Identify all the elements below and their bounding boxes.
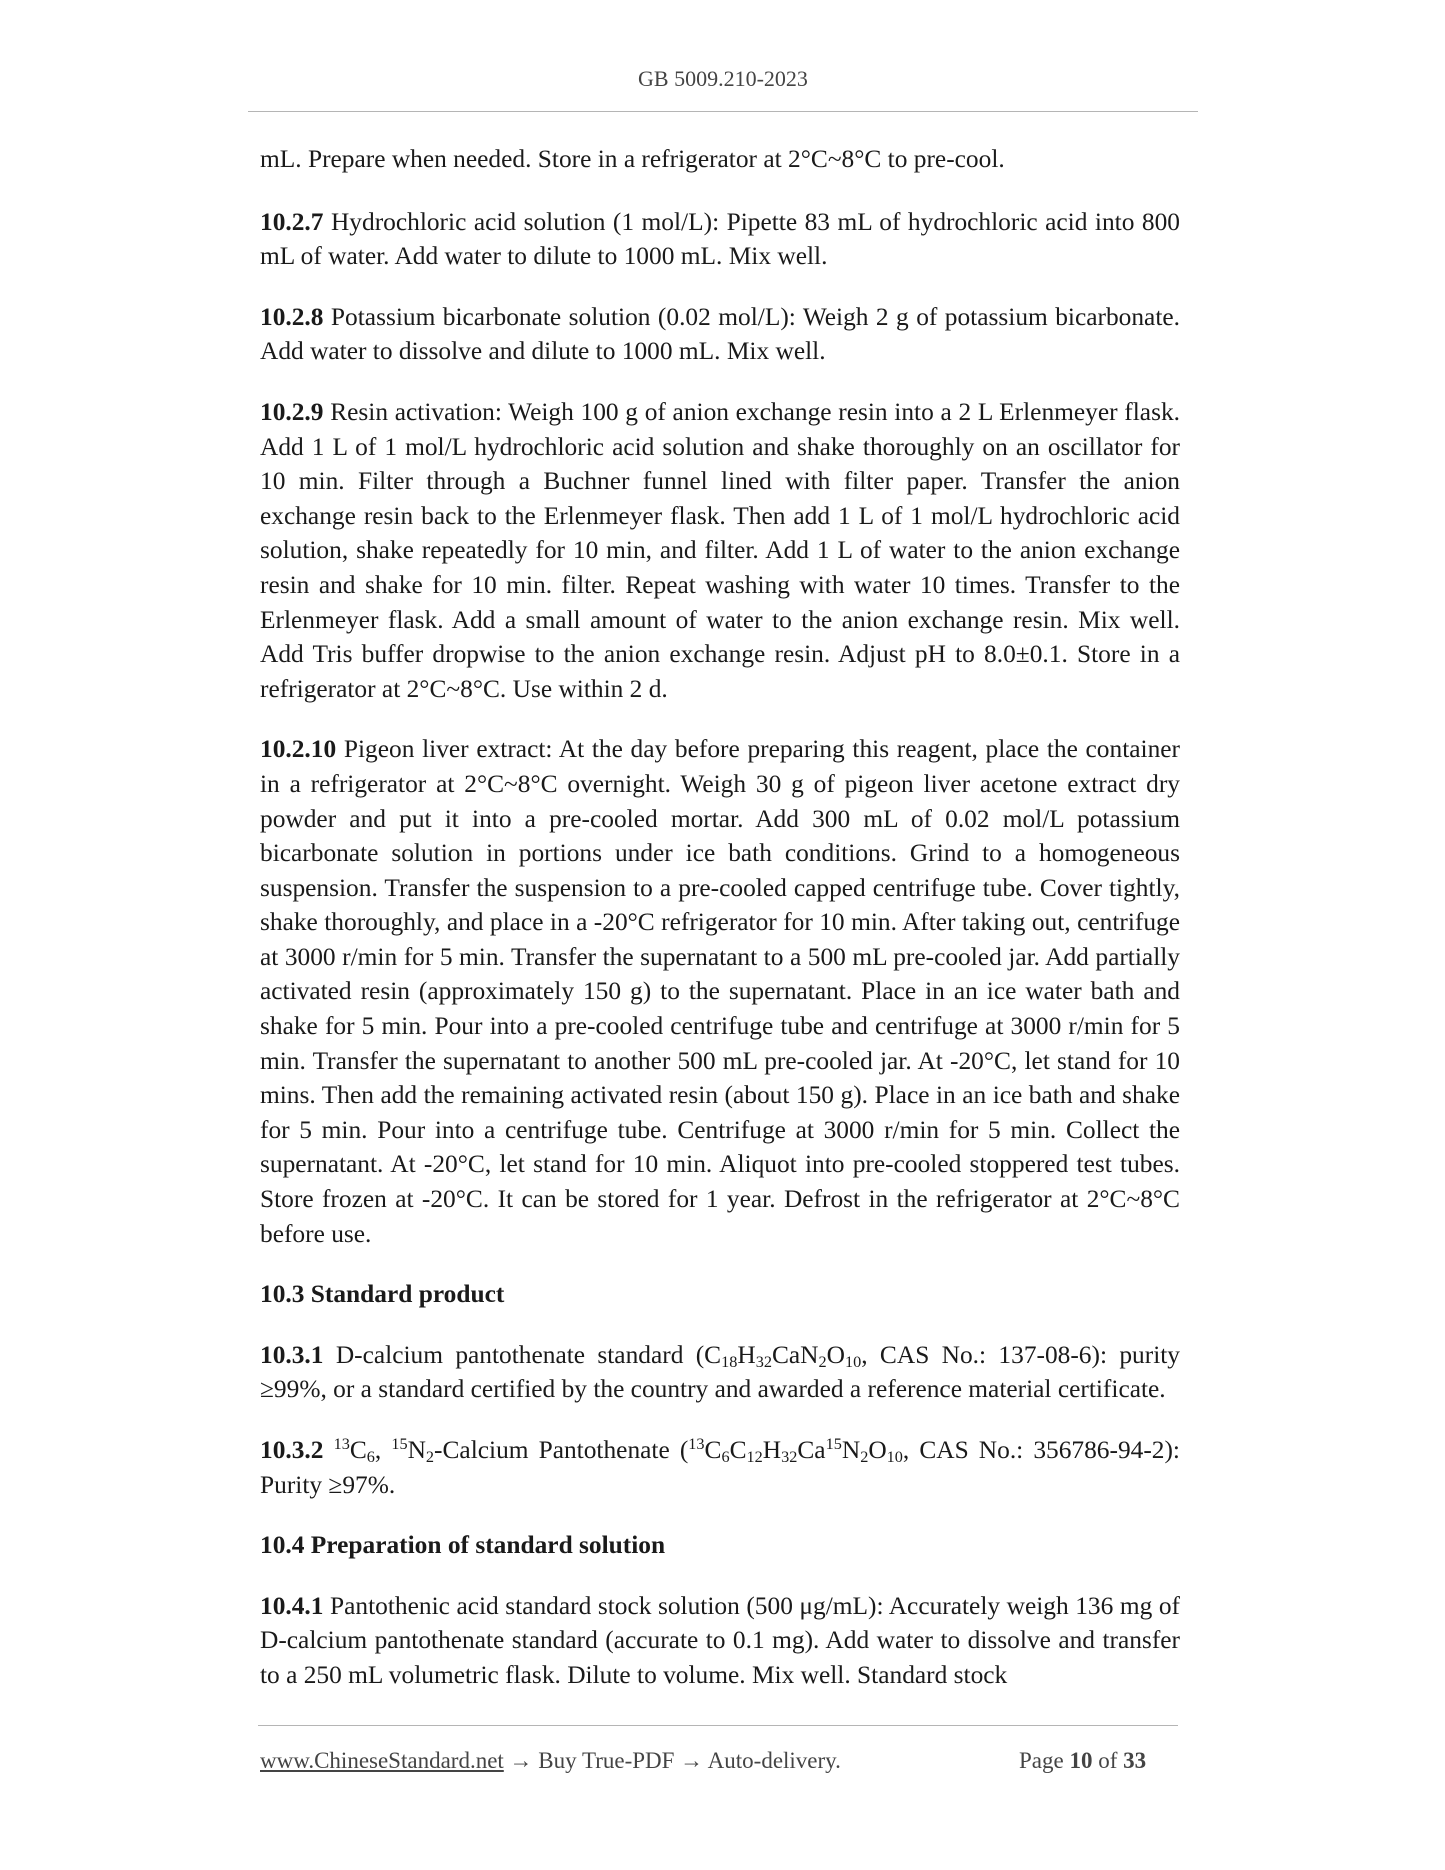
clause-text: H xyxy=(737,1340,756,1369)
site-link[interactable]: www.ChineseStandard.net xyxy=(260,1748,504,1773)
clause-10-2-10 xyxy=(260,732,1180,1251)
clause-text: C xyxy=(704,1436,722,1464)
clause-text: Pigeon liver extract: At the day before preparing this reagent, place the container in a refrigerator at 2°C~8°C overnight. Weigh 30 g of pigeon liver acetone extract dry powder and put it into a pre-cooled mortar. Add 300 mL of 0.02 mol/L potassium bicarbonate solution in portions under ice bath conditions. Grind to a homogeneous suspension. Transfer the suspension to a pre-cooled capped centrifuge tube. Cover tightly, shake thoroughly, and place in a -20°C refrigerator for 10 min. After taking out, centrifuge at 3000 r/min for 5 min. Transfer the supernatant to a 500 mL pre-cooled jar. Add partially activated resin (approximately 150 g) to the supernatant. Place in an ice water bath and shake for 5 min. Pour into a pre-cooled centrifuge tube and centrifuge at 3000 r/min for 5 min. Transfer the supernatant to another 500 mL pre-cooled jar. At -20°C, let stand for 10 mins. Then add the remaining activated resin (about 150 g). Place in an ice bath and shake for 5 min. Pour into a centrifuge tube. Centrifuge at 3000 r/min for 5 min. Collect the supernatant. At -20°C, let stand for 10 min. Aliquot into pre-cooled stoppered test tubes. Store frozen at -20°C. It can be stored for 1 year. Defrost in the refrigerator at 2°C~8°C before use. xyxy=(260,735,1180,1248)
page-of: of xyxy=(1092,1748,1124,1773)
clause-text: N xyxy=(407,1436,426,1464)
clause-number: 10.3.2 xyxy=(260,1436,324,1464)
clause-text: O xyxy=(868,1436,887,1464)
standard-id: GB 5009.210-2023 xyxy=(638,66,808,91)
superscript: 13 xyxy=(333,1435,350,1454)
subscript: 2 xyxy=(425,1448,435,1467)
superscript: 15 xyxy=(391,1435,408,1454)
subscript: 10 xyxy=(844,1352,862,1371)
section-heading-10-3: 10.3 Standard product xyxy=(260,1280,505,1309)
clause-number: 10.2.9 xyxy=(260,397,324,426)
clause-10-2-7 xyxy=(260,205,1180,274)
clause-text: C xyxy=(349,1436,367,1464)
footer-divider xyxy=(258,1725,1178,1726)
clause-text: O xyxy=(826,1340,845,1369)
clause-text: CaN xyxy=(771,1340,819,1369)
clause-text: , xyxy=(374,1436,392,1464)
continued-paragraph xyxy=(260,142,1180,177)
clause-10-4-1 xyxy=(260,1589,1180,1693)
clause-text: C xyxy=(729,1436,747,1464)
clause-text: Pantothenic acid standard stock solution (500 μg/mL): Accurately weigh 136 mg of D-calcium pantothenate standard (accurate to 0.1 mg). Add water to dissolve and transfer to a 250 mL volumetric flask. Dilute to volume. Mix well. Standard stock xyxy=(260,1591,1180,1689)
clause-text: D-calcium pantothenate standard (C xyxy=(323,1340,722,1369)
subscript: 10 xyxy=(886,1448,903,1467)
clause-number: 10.2.8 xyxy=(260,302,324,331)
clause-number: 10.4.1 xyxy=(260,1591,324,1620)
subscript: 2 xyxy=(860,1448,869,1467)
clause-text: Hydrochloric acid solution (1 mol/L): Pipette 83 mL of hydrochloric acid into 800 mL of water. Add water to dilute to 1000 mL. Mix well. xyxy=(260,207,1180,271)
clause-10-3-2 xyxy=(260,1433,1180,1502)
clause-10-3-1 xyxy=(260,1338,1180,1407)
continued-text: mL. Prepare when needed. Store in a refrigerator at 2°C~8°C to pre-cool. xyxy=(260,145,1005,173)
document-header xyxy=(248,66,1198,92)
subscript: 6 xyxy=(366,1448,375,1467)
document-body xyxy=(260,142,1180,1719)
page-current: 10 xyxy=(1069,1748,1093,1773)
clause-10-2-9 xyxy=(260,395,1180,706)
clause-number: 10.3.1 xyxy=(260,1340,324,1369)
clause-text: Resin activation: Weigh 100 g of anion exchange resin into a 2 L Erlenmeyer flask. Add 1 L of 1 mol/L hydrochloric acid solution and shake thoroughly on an oscillator for 10 min. Filter through a Buchner funnel lined with filter paper. Transfer the anion exchange resin back to the Erlenmeyer flask. Then add 1 L of 1 mol/L hydrochloric acid solution, shake repeatedly for 10 min, and filter. Add 1 L of water to the anion exchange resin and shake for 10 min. filter. Repeat washing with water 10 times. Transfer to the Erlenmeyer flask. Add a small amount of water to the anion exchange resin. Mix well. Add Tris buffer dropwise to the anion exchange resin. Adjust pH to 8.0±0.1. Store in a refrigerator at 2°C~8°C. Use within 2 d. xyxy=(260,397,1180,703)
clause-text: , CAS No.: 356786-94-2): Purity ≥97%. xyxy=(260,1436,1180,1499)
clause-number: 10.2.10 xyxy=(260,735,337,764)
clause-text: Ca xyxy=(797,1436,826,1464)
page-indicator xyxy=(1019,1748,1146,1774)
clause-text: N xyxy=(841,1436,861,1464)
subscript: 18 xyxy=(721,1352,738,1371)
subscript: 6 xyxy=(721,1448,730,1467)
promo-text: → Buy True-PDF → Auto-delivery. xyxy=(503,1748,841,1773)
clause-number: 10.2.7 xyxy=(260,207,324,236)
subscript: 32 xyxy=(755,1352,772,1371)
subscript: 32 xyxy=(781,1448,798,1467)
page-label: Page xyxy=(1019,1748,1070,1773)
header-divider xyxy=(248,111,1198,112)
footer-promo xyxy=(260,1748,841,1774)
clause-text: H xyxy=(762,1436,782,1464)
clause-text: , CAS No.: 137-08-6): purity ≥99%, or a standard certified by the country and awarded a reference material certificate. xyxy=(260,1340,1181,1404)
subscript: 12 xyxy=(746,1448,763,1467)
clause-text: Potassium bicarbonate solution (0.02 mol/L): Weigh 2 g of potassium bicarbonate. Add water to dissolve and dilute to 1000 mL. Mix well. xyxy=(260,302,1180,366)
clause-10-2-8 xyxy=(260,300,1180,369)
section-heading-10-4: 10.4 Preparation of standard solution xyxy=(260,1531,666,1560)
clause-text: -Calcium Pantothenate ( xyxy=(434,1436,689,1464)
subscript: 2 xyxy=(818,1352,827,1371)
superscript: 15 xyxy=(825,1435,842,1454)
superscript: 13 xyxy=(688,1435,705,1454)
page-total: 33 xyxy=(1123,1748,1147,1773)
